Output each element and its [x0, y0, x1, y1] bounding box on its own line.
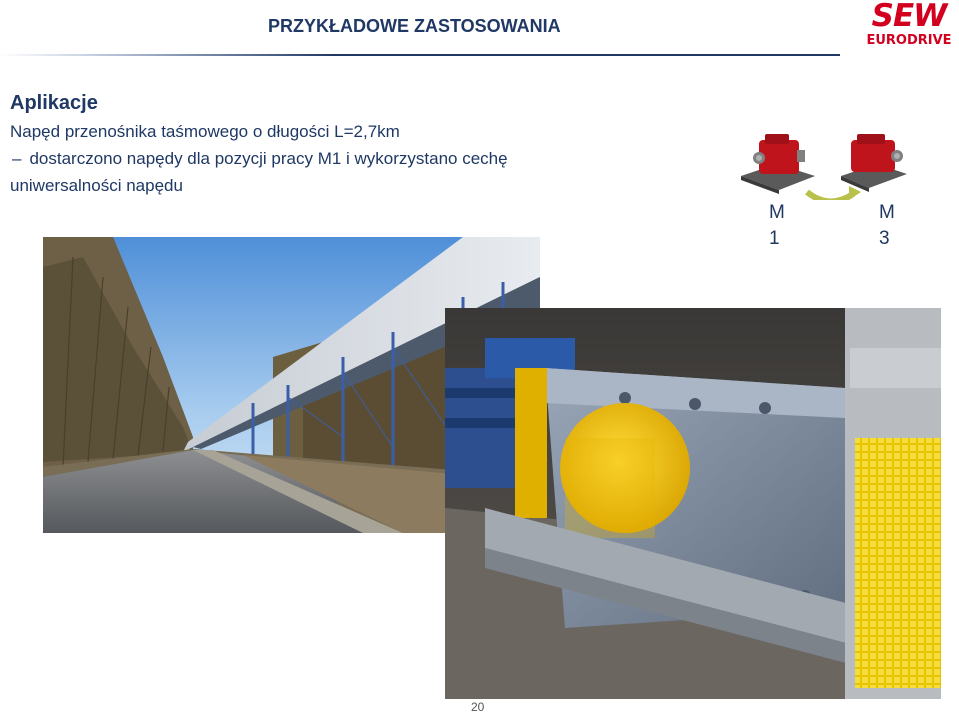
position-label-m1-number: 1 — [769, 228, 780, 249]
mounting-position-illustration — [737, 130, 957, 200]
list-dash: – — [12, 149, 22, 168]
position-label-m1 — [769, 200, 799, 252]
slide-title: PRZYKŁADOWE ZASTOSOWANIA — [268, 16, 561, 36]
gearbox-photo-image — [445, 308, 941, 699]
section-heading: Aplikacje — [10, 92, 98, 114]
description-line-2 — [10, 146, 670, 172]
mounting-position-diagram — [737, 130, 957, 260]
gearbox-m1-icon — [759, 140, 799, 174]
gearbox-m3-icon — [851, 140, 895, 172]
logo-wordmark-sew: SEW — [871, 0, 947, 34]
page-number: 20 — [471, 700, 485, 714]
gearbox-photo — [445, 308, 941, 699]
logo-wordmark-eurodrive: EURODRIVE — [866, 33, 952, 48]
position-label-m1-letter: M — [769, 202, 785, 223]
position-label-m3 — [879, 200, 909, 252]
transition-arrow-icon — [807, 192, 853, 200]
description-line-1: Napęd przenośnika taśmowego o długości L=2,7km — [10, 122, 400, 141]
header-divider — [0, 54, 840, 56]
description-line-3: uniwersalności napędu — [10, 176, 183, 195]
description-line-2-text: dostarczono napędy dla pozycji pracy M1 i wykorzystano cechę — [29, 149, 508, 168]
sew-eurodrive-logo — [862, 2, 956, 50]
position-label-m3-letter: M — [879, 202, 895, 223]
position-label-m3-number: 3 — [879, 228, 890, 249]
